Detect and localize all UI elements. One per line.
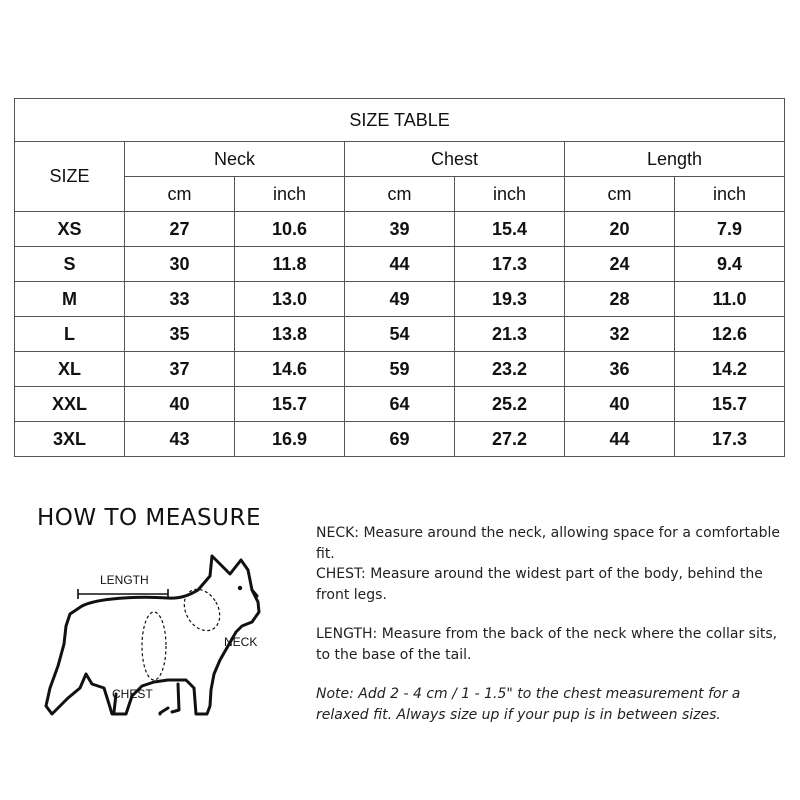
size-table [14,98,785,457]
value-cell: 40 [125,387,235,422]
size-column-header: SIZE [15,142,125,212]
table-row [15,387,785,422]
chest-group-header: Chest [345,142,565,177]
value-cell: 36 [565,352,675,387]
chest-diagram-label: CHEST [112,687,153,701]
table-row [15,317,785,352]
neck-group-header: Neck [125,142,345,177]
size-cell: XXL [15,387,125,422]
value-cell: 16.9 [235,422,345,457]
value-cell: 44 [565,422,675,457]
unit-header: inch [675,177,785,212]
value-cell: 64 [345,387,455,422]
value-cell: 13.8 [235,317,345,352]
size-cell: XL [15,352,125,387]
value-cell: 40 [565,387,675,422]
value-cell: 15.4 [455,212,565,247]
size-cell: 3XL [15,422,125,457]
value-cell: 33 [125,282,235,317]
value-cell: 24 [565,247,675,282]
value-cell: 59 [345,352,455,387]
value-cell: 10.6 [235,212,345,247]
value-cell: 21.3 [455,317,565,352]
value-cell: 9.4 [675,247,785,282]
table-row [15,282,785,317]
unit-header: cm [565,177,675,212]
value-cell: 13.0 [235,282,345,317]
value-cell: 35 [125,317,235,352]
value-cell: 14.2 [675,352,785,387]
value-cell: 37 [125,352,235,387]
value-cell: 23.2 [455,352,565,387]
unit-header: cm [125,177,235,212]
value-cell: 20 [565,212,675,247]
dog-measurement-diagram [38,548,278,748]
dog-eye-icon [238,586,242,590]
table-row [15,247,785,282]
unit-header: inch [235,177,345,212]
size-cell: M [15,282,125,317]
value-cell: 19.3 [455,282,565,317]
value-cell: 11.8 [235,247,345,282]
length-group-header: Length [565,142,785,177]
unit-header: cm [345,177,455,212]
value-cell: 11.0 [675,282,785,317]
value-cell: 12.6 [675,317,785,352]
value-cell: 7.9 [675,212,785,247]
table-row [15,352,785,387]
value-cell: 15.7 [675,387,785,422]
size-cell: S [15,247,125,282]
value-cell: 25.2 [455,387,565,422]
value-cell: 30 [125,247,235,282]
table-row [15,422,785,457]
value-cell: 17.3 [455,247,565,282]
neck-instruction: NECK: Measure around the neck, allowing space for a comfortable fit. [316,525,781,562]
value-cell: 44 [345,247,455,282]
size-cell: XS [15,212,125,247]
value-cell: 32 [565,317,675,352]
value-cell: 28 [565,282,675,317]
size-cell: L [15,317,125,352]
value-cell: 69 [345,422,455,457]
table-title: SIZE TABLE [15,99,785,142]
length-instruction: LENGTH: Measure from the back of the neck where the collar sits, to the base of the tail. [316,626,778,663]
how-to-measure-title: HOW TO MEASURE [37,505,261,531]
value-cell: 27 [125,212,235,247]
length-diagram-label: LENGTH [100,573,149,587]
unit-header: inch [455,177,565,212]
table-row [15,212,785,247]
value-cell: 54 [345,317,455,352]
value-cell: 15.7 [235,387,345,422]
value-cell: 17.3 [675,422,785,457]
neck-diagram-label: NECK [224,635,258,649]
chest-instruction: CHEST: Measure around the widest part of the body, behind the front legs. [316,566,763,603]
sizing-note: Note: Add 2 - 4 cm / 1 - 1.5" to the chest measurement for a relaxed fit. Always size up if your pup is in between sizes. [316,686,741,723]
value-cell: 27.2 [455,422,565,457]
value-cell: 14.6 [235,352,345,387]
value-cell: 39 [345,212,455,247]
value-cell: 43 [125,422,235,457]
value-cell: 49 [345,282,455,317]
